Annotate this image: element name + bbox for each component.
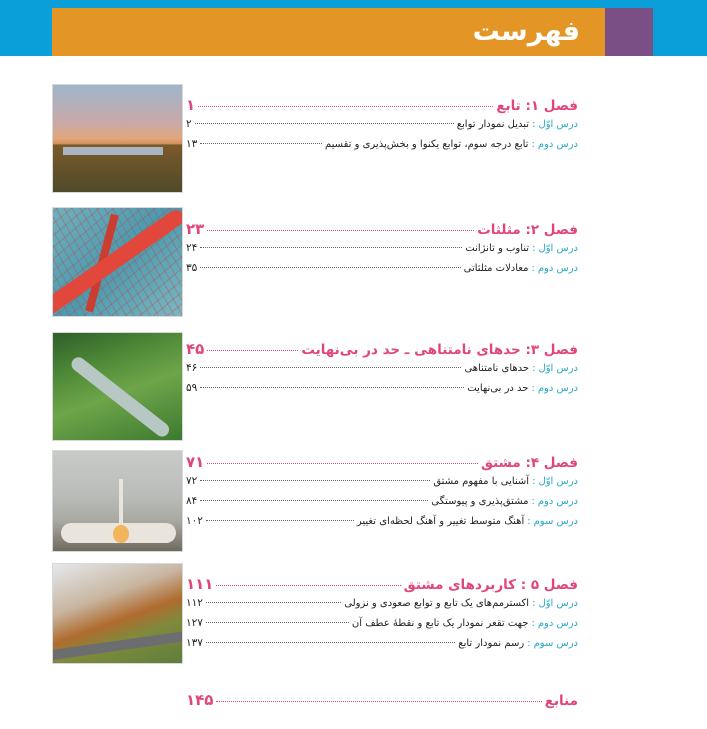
- lesson-label: درس سوم: [533, 638, 578, 649]
- chapter-4-section: [186, 453, 578, 535]
- leader-dots: [216, 585, 400, 586]
- lesson-page-number: ۱۲۷: [186, 617, 203, 629]
- chapter-entry[interactable]: [186, 96, 578, 118]
- chapter-title: فصل ۲: مثلثات: [477, 222, 578, 238]
- lesson-page-number: ۱۰۲: [186, 515, 203, 527]
- chapter-title: فصل ۳: حدهای نامتناهی ـ حد در بی‌نهایت: [301, 342, 578, 358]
- lesson-entry[interactable]: درس دوم : حد در بی‌نهایت ۵۹: [186, 382, 578, 394]
- lesson-title: رسم نمودار تابع: [458, 638, 525, 649]
- lesson-page-number: ۱۱۲: [186, 597, 203, 609]
- lesson-label: درس اوّل: [538, 363, 578, 374]
- title-accent-block: [605, 8, 653, 56]
- lesson-label: درس دوم: [537, 263, 578, 274]
- lesson-page-number: ۲۴: [186, 242, 198, 254]
- references-entry[interactable]: [186, 691, 578, 713]
- references-section: [186, 691, 578, 713]
- chapter-page-number: ۲۳: [186, 220, 205, 238]
- lesson-title: جهت تقعر نمودار یک تابع و نقطهٔ عطف آن: [351, 618, 529, 629]
- chapter-entry[interactable]: [186, 220, 578, 242]
- chapter-5-section: [186, 575, 578, 657]
- lesson-entry[interactable]: درس دوم : جهت تقعر نمودار یک تابع و نقطهٔ عطف آن ۱۲۷: [186, 617, 578, 629]
- lesson-label: درس اوّل: [538, 119, 578, 130]
- leader-dots: [200, 387, 464, 388]
- leader-dots: [207, 463, 478, 464]
- lesson-title: آشنایی با مفهوم مشتق: [433, 476, 530, 487]
- lesson-entry[interactable]: درس اوّل : تناوب و تانژانت ۲۴: [186, 242, 578, 254]
- lesson-entry[interactable]: درس سوم : رسم نمودار تابع ۱۳۷: [186, 637, 578, 649]
- chapter-2-section: [186, 220, 578, 282]
- lesson-title: اکسترمم‌های یک تابع و توابع صعودی و نزولی: [344, 598, 530, 609]
- leader-dots: [200, 500, 428, 501]
- chapter-entry[interactable]: [186, 340, 578, 362]
- lesson-entry[interactable]: درس سوم : آهنگ متوسط تغییر و آهنگ لحظه‌ای تغییر ۱۰۲: [186, 515, 578, 527]
- chapter-page-number: ۱: [186, 96, 196, 114]
- leader-dots: [206, 622, 349, 623]
- chapter-title: فصل ۱: تابع: [496, 98, 578, 114]
- chapter-entry[interactable]: [186, 453, 578, 475]
- lesson-page-number: ۱۳: [186, 138, 198, 150]
- leader-dots: [200, 267, 460, 268]
- page-title: فهرست: [472, 16, 580, 47]
- leader-dots: [200, 247, 462, 248]
- chapter-1-image-autumn-bridge: [52, 84, 183, 193]
- lesson-entry[interactable]: درس دوم : معادلات مثلثاتی ۳۵: [186, 262, 578, 274]
- lesson-title: مشتق‌پذیری و پیوستگی: [431, 496, 529, 507]
- lesson-page-number: ۳۵: [186, 262, 198, 274]
- lesson-page-number: ۲: [186, 118, 192, 130]
- lesson-title: معادلات مثلثاتی: [463, 263, 529, 274]
- lesson-entry[interactable]: درس اوّل : اکسترمم‌های یک تابع و توابع صعودی و نزولی ۱۱۲: [186, 597, 578, 609]
- leader-dots: [216, 701, 541, 702]
- chapter-1-section: [186, 96, 578, 158]
- leader-dots: [195, 123, 454, 124]
- lesson-title: تبدیل نمودار توابع: [456, 119, 530, 130]
- lesson-label: درس دوم: [537, 383, 578, 394]
- lesson-page-number: ۵۹: [186, 382, 198, 394]
- chapter-3-image-river-valley: [52, 332, 183, 441]
- references-title: منابع: [544, 693, 578, 709]
- chapter-title: فصل ۵ : کاربردهای مشتق: [403, 577, 578, 593]
- leader-dots: [200, 143, 322, 144]
- chapter-2-image-blood-vessels: [52, 207, 183, 317]
- leader-dots: [206, 520, 354, 521]
- chapter-title: فصل ۴: مشتق: [480, 455, 578, 471]
- leader-dots: [206, 602, 341, 603]
- lesson-entry[interactable]: درس اوّل : حدهای نامتناهی ۴۶: [186, 362, 578, 374]
- lesson-label: درس دوم: [537, 618, 578, 629]
- chapter-page-number: ۱۱۱: [186, 575, 214, 593]
- leader-dots: [198, 106, 493, 107]
- lesson-label: درس اوّل: [538, 243, 578, 254]
- leader-dots: [206, 642, 455, 643]
- leader-dots: [200, 367, 461, 368]
- lesson-label: درس سوم: [533, 516, 578, 527]
- chapter-3-section: [186, 340, 578, 402]
- lesson-label: درس اوّل: [538, 598, 578, 609]
- lesson-title: حد در بی‌نهایت: [467, 383, 529, 394]
- lesson-page-number: ۴۶: [186, 362, 198, 374]
- leader-dots: [207, 230, 474, 231]
- lesson-page-number: ۸۴: [186, 495, 198, 507]
- lesson-entry[interactable]: درس اوّل : تبدیل نمودار توابع ۲: [186, 118, 578, 130]
- lesson-label: درس دوم: [537, 496, 578, 507]
- lesson-entry[interactable]: درس اوّل : آشنایی با مفهوم مشتق ۷۲: [186, 475, 578, 487]
- lesson-page-number: ۱۳۷: [186, 637, 203, 649]
- lesson-page-number: ۷۲: [186, 475, 198, 487]
- lesson-title: حدهای نامتناهی: [464, 363, 530, 374]
- chapter-5-image-mountain-road: [52, 563, 183, 664]
- lesson-label: درس اوّل: [538, 476, 578, 487]
- leader-dots: [200, 480, 430, 481]
- chapter-entry[interactable]: [186, 575, 578, 597]
- chapter-4-image-rocket-launch: [52, 450, 183, 552]
- references-page-number: ۱۴۵: [186, 691, 214, 709]
- chapter-page-number: ۷۱: [186, 453, 205, 471]
- lesson-title: آهنگ متوسط تغییر و آهنگ لحظه‌ای تغییر: [356, 516, 525, 527]
- lesson-label: درس دوم: [537, 139, 578, 150]
- lesson-title: تابع درجه سوم، توابع یکنوا و بخش‌پذیری و تقسیم: [324, 139, 529, 150]
- chapter-page-number: ۴۵: [186, 340, 205, 358]
- lesson-title: تناوب و تانژانت: [465, 243, 530, 254]
- lesson-entry[interactable]: درس دوم : تابع درجه سوم، توابع یکنوا و بخش‌پذیری و تقسیم ۱۳: [186, 138, 578, 150]
- leader-dots: [207, 350, 298, 351]
- lesson-entry[interactable]: درس دوم : مشتق‌پذیری و پیوستگی ۸۴: [186, 495, 578, 507]
